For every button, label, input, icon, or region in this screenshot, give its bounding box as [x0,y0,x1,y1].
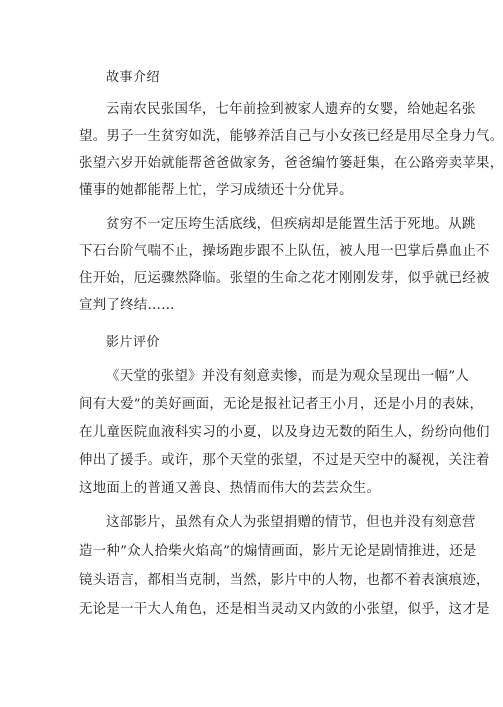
paragraph-line: 造一种”众人拾柴火焰高”的煽情画面，影片无论是剧情推进，还是 [79,544,477,559]
section-heading-story: 故事介绍 [106,70,161,85]
paragraph-line: 这部影片，虽然有众人为张望捐赠的情节，但也并没有刻意营 [106,515,476,530]
paragraph-line: 在儿童医院血液科实习的小夏，以及身边无数的陌生人，纷纷向他们 [79,425,490,440]
paragraph-line: 懂事的她都能帮上忙，学习成绩还十分优异。 [79,183,353,198]
paragraph-line: 伸出了援手。或许，那个天堂的张望，不过是天空中的凝视，关注着 [79,453,490,468]
section-heading-review: 影片评价 [106,335,161,350]
paragraph-line: 望。男子一生贫穷如洗，能够养活自己与小女孩已经是用尽全身力气。 [79,129,503,144]
paragraph-line: 无论是一干大人角色，还是相当灵动又内敛的小张望，似乎，这才是 [79,602,490,617]
paragraph-line: 宣判了终结…… [79,298,175,313]
paragraph-line: 《天堂的张望》并没有刻意卖惨，而是为观众呈现出一幅”人 [106,369,470,384]
paragraph-line: 贫穷不一定压垮生活底线，但疾病却是能置生活于死地。从跳 [106,217,476,232]
paragraph-line: 下石台阶气喘不止，操场跑步跟不上队伍，被人甩一巴掌后鼻血止不 [79,244,490,259]
paragraph-line: 云南农民张国华，七年前捡到被家人遗弃的女婴，给她起名张 [106,102,476,117]
paragraph-line: 张望六岁开始就能帮爸爸做家务，爸爸编竹篓赶集，在公路旁卖苹果， [79,156,503,171]
paragraph-line: 这地面上的普通又善良、热情而伟大的芸芸众生。 [79,481,381,496]
paragraph-line: 住开始，厄运骤然降临。张望的生命之花才刚刚发芽，似乎就已经被 [79,271,490,286]
paragraph-line: 间有大爱”的美好画面，无论是报社记者王小月，还是小月的表妹， [79,397,484,412]
paragraph-line: 镜头语言，都相当克制，当然，影片中的人物，也都不着表演痕迹， [79,573,490,588]
